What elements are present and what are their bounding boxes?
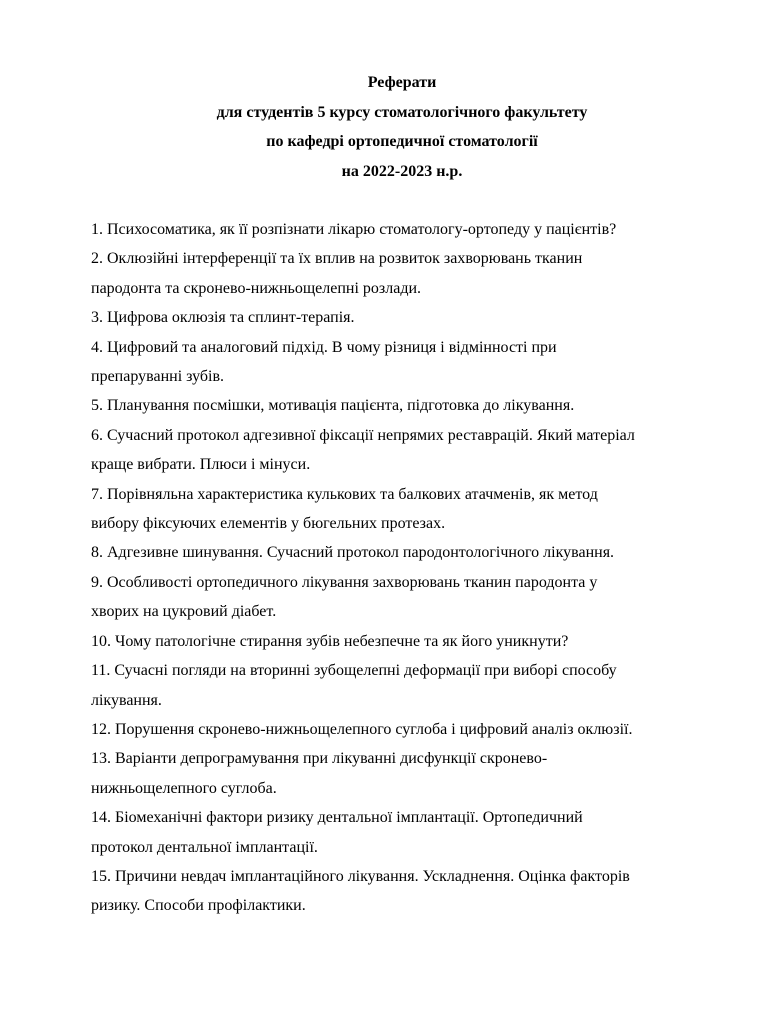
- topic-item: [91, 862, 721, 921]
- topic-text-continued: препаруванні зубів.: [91, 368, 225, 386]
- document-subtitle-department: по кафедрі ортопедичної стоматології: [266, 133, 538, 150]
- topic-text: 6. Сучасний протокол адгезивної фіксації непрямих реставрацій. Який матеріал: [91, 426, 635, 444]
- topic-text: 10. Чому патологічне стирання зубів небезпечне та як його уникнути?: [91, 632, 569, 650]
- topic-item: [91, 244, 721, 303]
- topic-text-continued: ризику. Способи профілактики.: [91, 897, 306, 915]
- topic-item: [91, 803, 721, 862]
- topic-text-continued: вибору фіксуючих елементів у бюгельних протезах.: [91, 515, 446, 533]
- topic-text-continued: пародонта та скронево-нижньощелепні розлади.: [91, 279, 422, 297]
- topic-text-continued: краще вибрати. Плюси і мінуси.: [91, 456, 311, 474]
- topic-item: [91, 333, 721, 392]
- topic-text-continued: протокол дентальної імплантації.: [91, 838, 318, 856]
- topic-text: 5. Планування посмішки, мотивація пацієнта, підготовка до лікування.: [91, 397, 575, 415]
- topic-text: 14. Біомеханічні фактори ризику дентальної імплантації. Ортопедичний: [91, 809, 583, 827]
- document-title: Реферати: [367, 74, 437, 91]
- topic-text: 7. Порівняльна характеристика кулькових та балкових атачменів, як метод: [91, 485, 598, 503]
- topic-item: [91, 538, 721, 567]
- topic-item: [91, 391, 721, 420]
- topic-text: 1. Психосоматика, як її розпізнати лікарю стоматологу-ортопеду у пацієнтів?: [91, 221, 617, 238]
- topic-text: 15. Причини невдач імплантаційного лікування. Ускладнення. Оцінка факторів: [91, 867, 630, 885]
- topic-text: 12. Порушення скронево-нижньощелепного суглоба і цифровий аналіз оклюзії.: [91, 720, 633, 738]
- topic-item: [91, 715, 721, 744]
- topic-item: [91, 627, 721, 656]
- topic-text: 9. Особливості ортопедичного лікування захворювань тканин пародонта у: [91, 573, 598, 591]
- topic-text: 3. Цифрова оклюзія та сплинт-терапія.: [91, 309, 355, 327]
- topic-text: 2. Оклюзійні інтерференції та їх вплив на розвиток захворювань тканин: [91, 250, 583, 268]
- topic-item: [91, 568, 721, 627]
- document-header: [0, 68, 768, 186]
- topic-list: [91, 215, 721, 921]
- topic-text: 13. Варіанти депрограмування при лікуванні дисфункції скронево-: [91, 750, 548, 768]
- topic-text-continued: хворих на цукровий діабет.: [91, 603, 277, 621]
- topic-text: 11. Сучасні погляди на вторинні зубощелепні деформації при виборі способу: [91, 662, 617, 680]
- document-subtitle-audience: для студентів 5 курсу стоматологічного факультету: [216, 103, 588, 121]
- topic-item: [91, 480, 721, 539]
- topic-item: [91, 744, 721, 803]
- topic-text: 4. Цифровий та аналоговий підхід. В чому різниця і відмінності при: [91, 338, 557, 356]
- topic-text-continued: нижньощелепного суглоба.: [91, 779, 277, 797]
- topic-item: [91, 303, 721, 332]
- topic-item: [91, 421, 721, 480]
- topic-text: 8. Адгезивне шинування. Сучасний протокол пародонтологічного лікування.: [91, 544, 615, 562]
- document-subtitle-year: на 2022-2023 н.р.: [341, 162, 463, 180]
- topic-item: [91, 656, 721, 715]
- topic-item: [91, 215, 721, 244]
- topic-text-continued: лікування.: [91, 691, 162, 709]
